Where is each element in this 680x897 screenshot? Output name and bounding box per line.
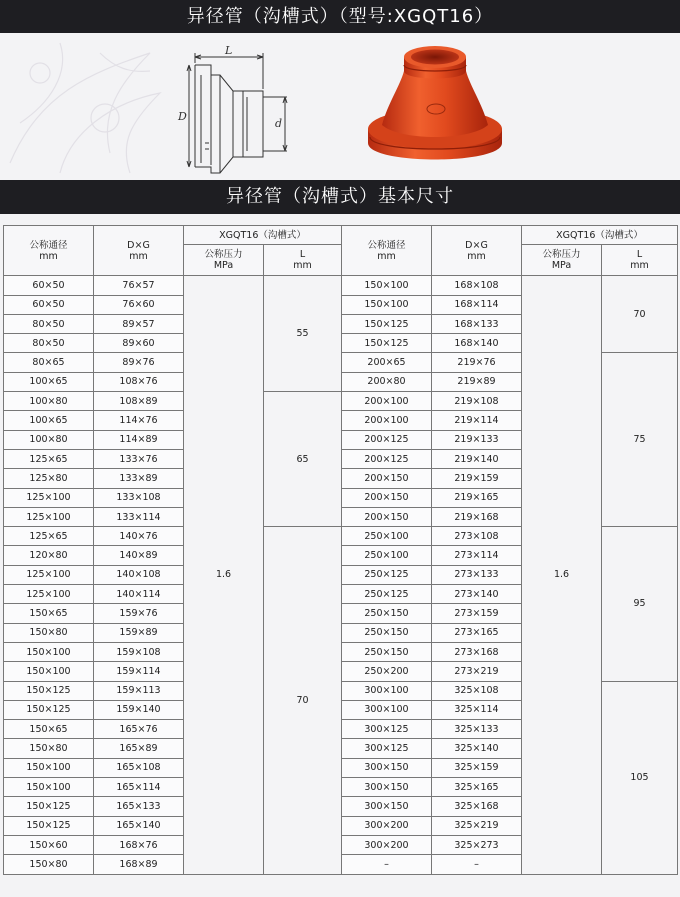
header-pressure: 公称压力 MPa <box>184 245 264 276</box>
header-dg-right: D×G mm <box>432 226 522 276</box>
label-d: d <box>275 117 283 130</box>
cell-dg: 159×108 <box>94 642 184 661</box>
cell-dg-right: 325×273 <box>432 835 522 854</box>
table-header-row <box>4 226 678 245</box>
reducer-fitting-photo <box>360 41 510 180</box>
cell-dg-right: – <box>432 855 522 874</box>
cell-nominal: 150×100 <box>4 778 94 797</box>
table-row <box>4 276 678 295</box>
cell-nominal: 100×80 <box>4 392 94 411</box>
cell-dg-right: 168×114 <box>432 295 522 314</box>
cell-dg: 165×76 <box>94 720 184 739</box>
cell-nominal: 80×50 <box>4 314 94 333</box>
cell-nominal: 120×80 <box>4 546 94 565</box>
cell-nominal: 150×125 <box>4 681 94 700</box>
cell-dg: 140×76 <box>94 527 184 546</box>
cell-dg: 165×140 <box>94 816 184 835</box>
section-title: 异径管（沟槽式）基本尺寸 <box>226 186 454 207</box>
product-figure-area <box>0 33 680 180</box>
cell-dg-right: 273×219 <box>432 662 522 681</box>
cell-nominal-right: 200×100 <box>342 392 432 411</box>
cell-dg-right: 219×108 <box>432 392 522 411</box>
table-body <box>4 276 678 874</box>
cell-nominal: 150×80 <box>4 739 94 758</box>
cell-dg: 133×76 <box>94 449 184 468</box>
cell-nominal: 125×65 <box>4 527 94 546</box>
cell-dg: 165×133 <box>94 797 184 816</box>
cell-dg-right: 219×165 <box>432 488 522 507</box>
cell-nominal-right: 250×100 <box>342 527 432 546</box>
cell-dg: 108×76 <box>94 372 184 391</box>
cell-dg-right: 273×165 <box>432 623 522 642</box>
cell-nominal: 150×125 <box>4 816 94 835</box>
cell-nominal-right: 150×100 <box>342 295 432 314</box>
cell-dg-right: 168×133 <box>432 314 522 333</box>
cell-dg: 89×76 <box>94 353 184 372</box>
cell-nominal: 150×100 <box>4 758 94 777</box>
cell-dg-right: 325×133 <box>432 720 522 739</box>
cell-length: 70 <box>264 527 342 874</box>
cell-dg: 140×89 <box>94 546 184 565</box>
header-dg: D×G mm <box>94 226 184 276</box>
cell-dg-right: 325×114 <box>432 700 522 719</box>
page-title: 异径管（沟槽式）（型号:XGQT16） <box>186 6 494 27</box>
cell-nominal-right: 250×150 <box>342 623 432 642</box>
header-group-right: XGQT16（沟槽式） <box>522 226 678 245</box>
cell-nominal: 150×100 <box>4 642 94 661</box>
cell-nominal: 125×80 <box>4 469 94 488</box>
header-pressure-right: 公称压力 MPa <box>522 245 602 276</box>
cell-dg: 114×76 <box>94 411 184 430</box>
cell-dg: 159×114 <box>94 662 184 681</box>
cell-dg-right: 273×159 <box>432 604 522 623</box>
cell-nominal-right: 250×125 <box>342 585 432 604</box>
cell-dg-right: 219×114 <box>432 411 522 430</box>
header-length: L mm <box>264 245 342 276</box>
cell-dg-right: 219×140 <box>432 449 522 468</box>
cell-dg-right: 325×159 <box>432 758 522 777</box>
cell-nominal-right: 250×100 <box>342 546 432 565</box>
cell-dg-right: 219×159 <box>432 469 522 488</box>
floral-decoration <box>0 33 680 180</box>
cell-dg: 76×60 <box>94 295 184 314</box>
cell-nominal-right: 200×125 <box>342 430 432 449</box>
cell-dg-right: 219×76 <box>432 353 522 372</box>
cell-nominal-right: 300×150 <box>342 797 432 816</box>
cell-nominal-right: 300×200 <box>342 835 432 854</box>
cell-nominal: 150×80 <box>4 623 94 642</box>
cell-pressure-right: 1.6 <box>522 276 602 874</box>
cell-dg: 133×108 <box>94 488 184 507</box>
cell-dg: 133×114 <box>94 507 184 526</box>
cell-dg: 168×89 <box>94 855 184 874</box>
cell-dg-right: 219×168 <box>432 507 522 526</box>
cell-dg: 89×60 <box>94 334 184 353</box>
cell-nominal: 125×65 <box>4 449 94 468</box>
cell-length: 55 <box>264 276 342 392</box>
cell-nominal-right: 300×100 <box>342 700 432 719</box>
cell-dg: 133×89 <box>94 469 184 488</box>
cell-dg-right: 325×219 <box>432 816 522 835</box>
section-title-banner <box>0 180 680 214</box>
cell-nominal: 60×50 <box>4 295 94 314</box>
cell-dg: 165×114 <box>94 778 184 797</box>
cell-dg-right: 219×89 <box>432 372 522 391</box>
cell-nominal: 100×80 <box>4 430 94 449</box>
cell-nominal-right: 200×65 <box>342 353 432 372</box>
cell-dg-right: 168×140 <box>432 334 522 353</box>
cell-nominal-right: 300×150 <box>342 778 432 797</box>
cell-nominal-right: 250×150 <box>342 642 432 661</box>
cell-nominal-right: 300×150 <box>342 758 432 777</box>
cell-length-right: 75 <box>602 353 678 527</box>
cell-nominal: 125×100 <box>4 565 94 584</box>
cell-pressure: 1.6 <box>184 276 264 874</box>
cell-dg-right: 273×140 <box>432 585 522 604</box>
cell-nominal-right: 150×125 <box>342 314 432 333</box>
label-D: D <box>178 110 187 123</box>
cell-dg-right: 273×108 <box>432 527 522 546</box>
cell-nominal: 125×100 <box>4 507 94 526</box>
cell-dg-right: 325×168 <box>432 797 522 816</box>
header-nominal: 公称通径 mm <box>4 226 94 276</box>
header-length-right: L mm <box>602 245 678 276</box>
cell-dg: 168×76 <box>94 835 184 854</box>
cell-dg-right: 219×133 <box>432 430 522 449</box>
cell-nominal: 150×80 <box>4 855 94 874</box>
cell-nominal-right: – <box>342 855 432 874</box>
label-L: L <box>225 45 233 57</box>
cell-nominal: 60×50 <box>4 276 94 295</box>
cell-nominal: 100×65 <box>4 411 94 430</box>
cell-nominal: 150×125 <box>4 700 94 719</box>
cell-nominal: 80×65 <box>4 353 94 372</box>
cell-nominal-right: 300×125 <box>342 739 432 758</box>
cell-dg: 159×89 <box>94 623 184 642</box>
cell-dg-right: 168×108 <box>432 276 522 295</box>
cell-dg: 89×57 <box>94 314 184 333</box>
cell-nominal: 100×65 <box>4 372 94 391</box>
cell-dg: 165×108 <box>94 758 184 777</box>
cell-nominal-right: 200×150 <box>342 488 432 507</box>
cell-nominal-right: 200×80 <box>342 372 432 391</box>
cell-nominal-right: 250×150 <box>342 604 432 623</box>
cell-dg: 108×89 <box>94 392 184 411</box>
cell-nominal-right: 300×125 <box>342 720 432 739</box>
header-nominal-right: 公称通径 mm <box>342 226 432 276</box>
cell-dg: 159×76 <box>94 604 184 623</box>
cell-dg-right: 325×140 <box>432 739 522 758</box>
cell-nominal: 150×65 <box>4 720 94 739</box>
cell-dg-right: 325×108 <box>432 681 522 700</box>
page-title-banner <box>0 0 680 33</box>
cell-length-right: 70 <box>602 276 678 353</box>
cell-nominal: 125×100 <box>4 488 94 507</box>
cell-dg-right: 273×133 <box>432 565 522 584</box>
cell-nominal-right: 300×100 <box>342 681 432 700</box>
cell-nominal-right: 200×125 <box>342 449 432 468</box>
cell-nominal-right: 200×150 <box>342 469 432 488</box>
dimension-table <box>3 225 678 875</box>
cell-nominal: 150×100 <box>4 662 94 681</box>
cell-nominal-right: 300×200 <box>342 816 432 835</box>
cell-dg: 140×114 <box>94 585 184 604</box>
cell-dg: 159×140 <box>94 700 184 719</box>
cell-nominal: 150×125 <box>4 797 94 816</box>
cell-nominal: 150×60 <box>4 835 94 854</box>
cell-nominal-right: 250×200 <box>342 662 432 681</box>
cell-nominal-right: 150×100 <box>342 276 432 295</box>
cell-dg: 165×89 <box>94 739 184 758</box>
cell-nominal-right: 150×125 <box>342 334 432 353</box>
technical-drawing <box>175 45 315 175</box>
cell-nominal: 80×50 <box>4 334 94 353</box>
cell-length: 65 <box>264 392 342 527</box>
cell-dg: 114×89 <box>94 430 184 449</box>
cell-length-right: 95 <box>602 527 678 681</box>
cell-nominal-right: 200×150 <box>342 507 432 526</box>
cell-dg-right: 325×165 <box>432 778 522 797</box>
cell-nominal-right: 250×125 <box>342 565 432 584</box>
cell-length-right: 105 <box>602 681 678 874</box>
cell-dg: 159×113 <box>94 681 184 700</box>
cell-dg: 140×108 <box>94 565 184 584</box>
cell-dg-right: 273×168 <box>432 642 522 661</box>
cell-nominal: 125×100 <box>4 585 94 604</box>
cell-dg-right: 273×114 <box>432 546 522 565</box>
header-group: XGQT16（沟槽式） <box>184 226 342 245</box>
cell-dg: 76×57 <box>94 276 184 295</box>
cell-nominal: 150×65 <box>4 604 94 623</box>
cell-nominal-right: 200×100 <box>342 411 432 430</box>
